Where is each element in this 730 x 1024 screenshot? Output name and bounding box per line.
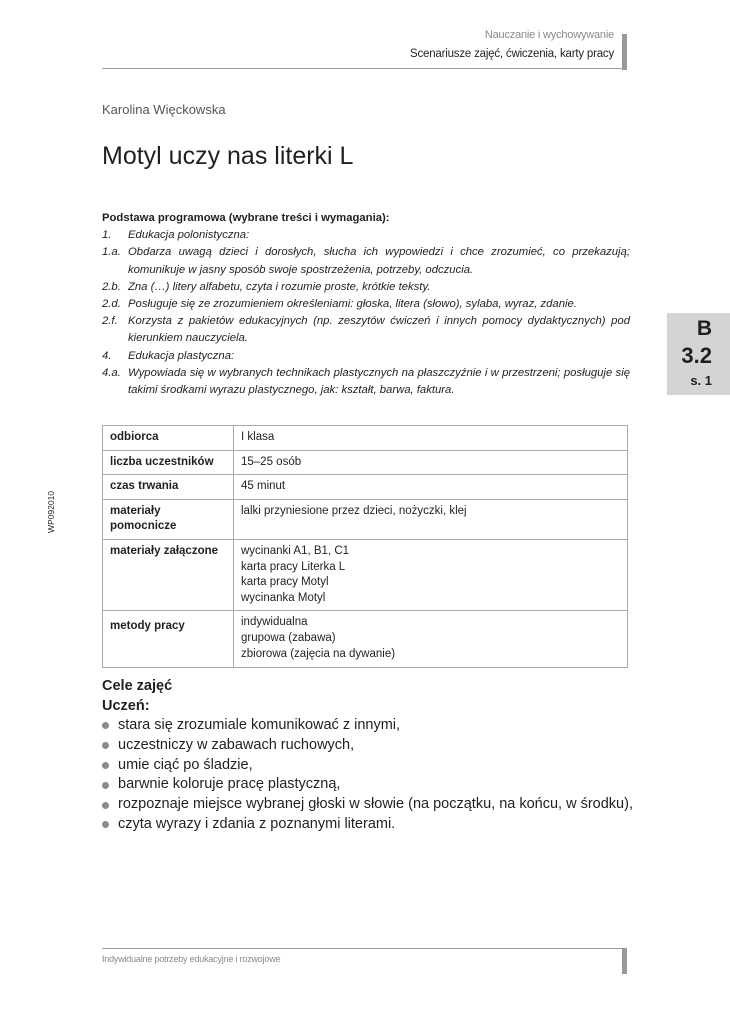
table-row xyxy=(103,539,628,610)
podstawa-item-text: Obdarza uwagą dzieci i dorosłych, słucha ich wypowiedzi i chce zrozumieć, co przekazują; komunikuje w jasny sposób swoje spostrzeżenia, potrzeby, odczucia. xyxy=(128,246,630,276)
header-subsection-label: Scenariusze zajęć, ćwiczenia, karty pracy xyxy=(410,48,614,60)
bullet-icon xyxy=(102,802,109,809)
footer-rule xyxy=(102,948,625,949)
table-row xyxy=(103,499,628,539)
footer-accent-bar xyxy=(622,948,627,974)
table-row xyxy=(103,475,628,500)
podstawa-programowa xyxy=(102,210,630,399)
bullet-icon xyxy=(102,821,109,828)
podstawa-item xyxy=(102,296,630,313)
lesson-info-table xyxy=(102,425,628,668)
document-code: WP092010 xyxy=(46,490,56,534)
value-line: 15–25 osób xyxy=(241,455,302,468)
goal-text: umie ciąć po śladzie, xyxy=(118,756,253,773)
goal-item xyxy=(102,775,633,795)
row-label: materiały pomocnicze xyxy=(103,499,234,539)
value-line: 45 minut xyxy=(241,480,286,493)
header-accent-bar xyxy=(622,34,627,70)
section-tab xyxy=(667,313,730,395)
goal-item xyxy=(102,736,633,756)
value-line: lalki przyniesione przez dzieci, nożyczki, klej xyxy=(241,504,467,517)
podstawa-item-number: 2.d. xyxy=(102,298,121,311)
bullet-icon xyxy=(102,722,109,729)
value-line: I klasa xyxy=(241,431,275,443)
row-label: odbiorca xyxy=(103,426,234,451)
podstawa-heading: Podstawa programowa (wybrane treści i wymagania): xyxy=(102,212,390,224)
podstawa-item-number: 2.b. xyxy=(102,280,121,293)
bullet-icon xyxy=(102,742,109,749)
podstawa-item-number: 4.a. xyxy=(102,366,121,379)
page-title: Motyl uczy nas literki L xyxy=(102,142,354,170)
value-line: wycinanki A1, B1, C1 xyxy=(241,544,350,557)
podstawa-item-text: Posługuje się ze zrozumieniem określeniami: głoska, litera (słowo), sylaba, wyraz, zdanie. xyxy=(128,298,577,311)
goal-text: rozpoznaje miejsce wybranej głoski w słowie (na początku, na końcu, w środku), xyxy=(118,796,633,813)
author-name: Karolina Więckowska xyxy=(102,102,226,117)
header-rule xyxy=(102,68,625,69)
goal-item xyxy=(102,795,633,815)
table-row xyxy=(103,611,628,668)
podstawa-item xyxy=(102,244,630,278)
row-value xyxy=(234,499,628,539)
podstawa-item xyxy=(102,348,630,365)
table-row xyxy=(103,450,628,475)
podstawa-item xyxy=(102,313,630,347)
row-value xyxy=(234,611,628,668)
lesson-goals xyxy=(102,676,633,835)
value-line: zbiorowa (zajęcia na dywanie) xyxy=(241,647,396,660)
goals-heading: Cele zajęć xyxy=(102,678,173,694)
goals-list xyxy=(102,716,633,835)
bullet-icon xyxy=(102,762,109,769)
value-line: karta pracy Motyl xyxy=(241,576,329,589)
goal-item xyxy=(102,756,633,776)
podstawa-item-text: Korzysta z pakietów edukacyjnych (np. zeszytów ćwiczeń i innych pomocy dydaktycznych) pod kierunkiem nauczyciela. xyxy=(128,315,630,345)
goal-text: barwnie koloruje pracę plastyczną, xyxy=(118,776,341,793)
row-value xyxy=(234,539,628,610)
row-value xyxy=(234,475,628,500)
goals-subheading: Uczeń: xyxy=(102,698,150,714)
podstawa-item-number: 1. xyxy=(102,229,112,242)
podstawa-item-text: Wypowiada się w wybranych technikach plastycznych na płaszczyźnie i w przestrzeni; posługuje się takimi środkami wyrazu plastycznego, jak: kształt, barwa, faktura. xyxy=(128,366,630,397)
table-row xyxy=(103,426,628,451)
section-number: 3.2 xyxy=(681,343,712,368)
goal-text: stara się zrozumiale komunikować z innymi, xyxy=(118,717,401,733)
podstawa-item xyxy=(102,365,630,399)
row-label: liczba uczestników xyxy=(103,450,234,475)
podstawa-item-text: Zna (…) litery alfabetu, czyta i rozumie proste, krótkie teksty. xyxy=(128,280,431,293)
value-line: karta pracy Literka L xyxy=(241,560,346,573)
row-value xyxy=(234,426,628,451)
footer-text: Indywidualne potrzeby edukacyjne i rozwojowe xyxy=(102,954,281,964)
podstawa-item xyxy=(102,227,630,244)
value-line: indywidualna xyxy=(241,616,308,629)
podstawa-item-number: 2.f. xyxy=(102,315,118,328)
row-label: metody pracy xyxy=(103,611,234,668)
podstawa-item-text: Edukacja polonistyczna: xyxy=(128,229,250,242)
value-line: wycinanka Motyl xyxy=(241,591,326,604)
section-letter: B xyxy=(696,317,712,340)
header-section-label: Nauczanie i wychowywanie xyxy=(484,29,614,41)
podstawa-item-number: 1.a. xyxy=(102,246,121,259)
bullet-icon xyxy=(102,782,109,789)
page-number: s. 1 xyxy=(690,373,712,388)
goal-item xyxy=(102,716,633,736)
row-label: czas trwania xyxy=(103,475,234,500)
value-line: grupowa (zabawa) xyxy=(241,631,336,644)
goal-item xyxy=(102,815,633,835)
row-label: materiały załączone xyxy=(103,539,234,610)
podstawa-item xyxy=(102,279,630,296)
goal-text: uczestniczy w zabawach ruchowych, xyxy=(118,736,355,753)
podstawa-item-text: Edukacja plastyczna: xyxy=(128,349,235,362)
goal-text: czyta wyrazy i zdania z poznanymi literami. xyxy=(118,815,396,832)
podstawa-item-number: 4. xyxy=(102,349,112,362)
row-value xyxy=(234,450,628,475)
